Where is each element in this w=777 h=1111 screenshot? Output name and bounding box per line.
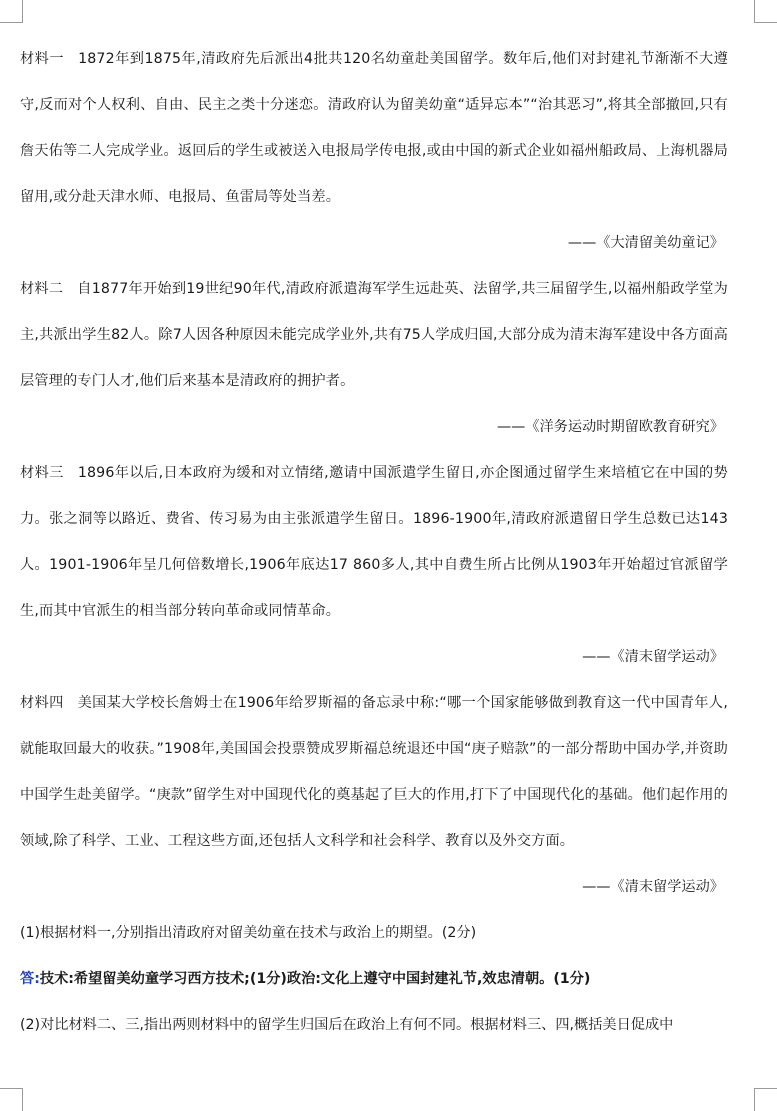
- crop-mark-bottom-left: [0, 1088, 23, 1111]
- question-2: (2)对比材料二、三,指出两则材料中的留学生归国后在政治上有何不同。根据材料三、四,概括美日促成中: [20, 1017, 674, 1033]
- answer-1: [20, 956, 728, 1002]
- answer-label: 答:: [20, 971, 40, 987]
- crop-mark-bottom-right: [754, 1088, 777, 1111]
- crop-mark-top-left: [0, 0, 23, 23]
- material-source: ——《清末留学运动》: [582, 649, 724, 665]
- document-body: [20, 36, 728, 1048]
- material-text: 自1877年开始到19世纪90年代,清政府派遣海军学生远赴英、法留学,共三届留学生,以福州船政学堂为主,共派出学生82人。除7人因各种原因未能完成学业外,共有75人学成归国,大部分成为清末海军建设中各方面高层管理的专门人才,他们后来基本是清政府的拥护者。: [20, 281, 728, 389]
- material-label: 材料三: [20, 465, 64, 481]
- answer-text: 技术:希望留美幼童学习西方技术;(1分)政治:文化上遵守中国封建礼节,效忠清朝。(1分): [39, 971, 591, 987]
- material-text: 1896年以后,日本政府为缓和对立情绪,邀请中国派遣学生留日,亦企图通过留学生来培植它在中国的势力。张之洞等以路近、费省、传习易为由主张派遣学生留日。1896-1900年,清政府派遣留日学生总数已达143人。1901-1906年呈几何倍数增长,1906年底达17 860多人,其中自费生所占比例从1903年开始超过官派留学生,而其中官派生的相当部分转向革命或同情革命。: [20, 465, 728, 619]
- crop-mark-top-right: [754, 0, 777, 23]
- material-paragraph: [20, 680, 728, 864]
- material-label: 材料一: [20, 51, 65, 67]
- material-paragraph: [20, 266, 728, 404]
- material-source: ——《清末留学运动》: [582, 879, 724, 895]
- material-source: ——《洋务运动时期留欧教育研究》: [496, 419, 724, 435]
- material-text: 美国某大学校长詹姆士在1906年给罗斯福的备忘录中称:“哪一个国家能够做到教育这一代中国青年人,就能取回最大的收获。”1908年,美国国会投票赞成罗斯福总统退还中国“庚子赔款”的一部分帮助中国办学,并资助中国学生赴美留学。“庚款”留学生对中国现代化的奠基起了巨大的作用,打下了中国现代化的基础。他们起作用的领域,除了科学、工业、工程这些方面,还包括人文科学和社会科学、教育以及外交方面。: [20, 695, 728, 849]
- question-1: (1)根据材料一,分别指出清政府对留美幼童在技术与政治上的期望。(2分): [20, 925, 477, 941]
- material-paragraph: [20, 36, 728, 220]
- material-text: 1872年到1875年,清政府先后派出4批共120名幼童赴美国留学。数年后,他们对封建礼节渐渐不大遵守,反而对个人权利、自由、民主之类十分迷恋。清政府认为留美幼童“适异忘本”“治其恶习”,将其全部撤回,只有詹天佑等二人完成学业。返回后的学生或被送入电报局学传电报,或由中国的新式企业如福州船政局、上海机器局留用,或分赴天津水师、电报局、鱼雷局等处当差。: [20, 51, 728, 205]
- material-paragraph: [20, 450, 728, 634]
- material-label: 材料二: [20, 281, 64, 297]
- material-source: ——《大清留美幼童记》: [567, 235, 724, 251]
- material-label: 材料四: [20, 695, 64, 711]
